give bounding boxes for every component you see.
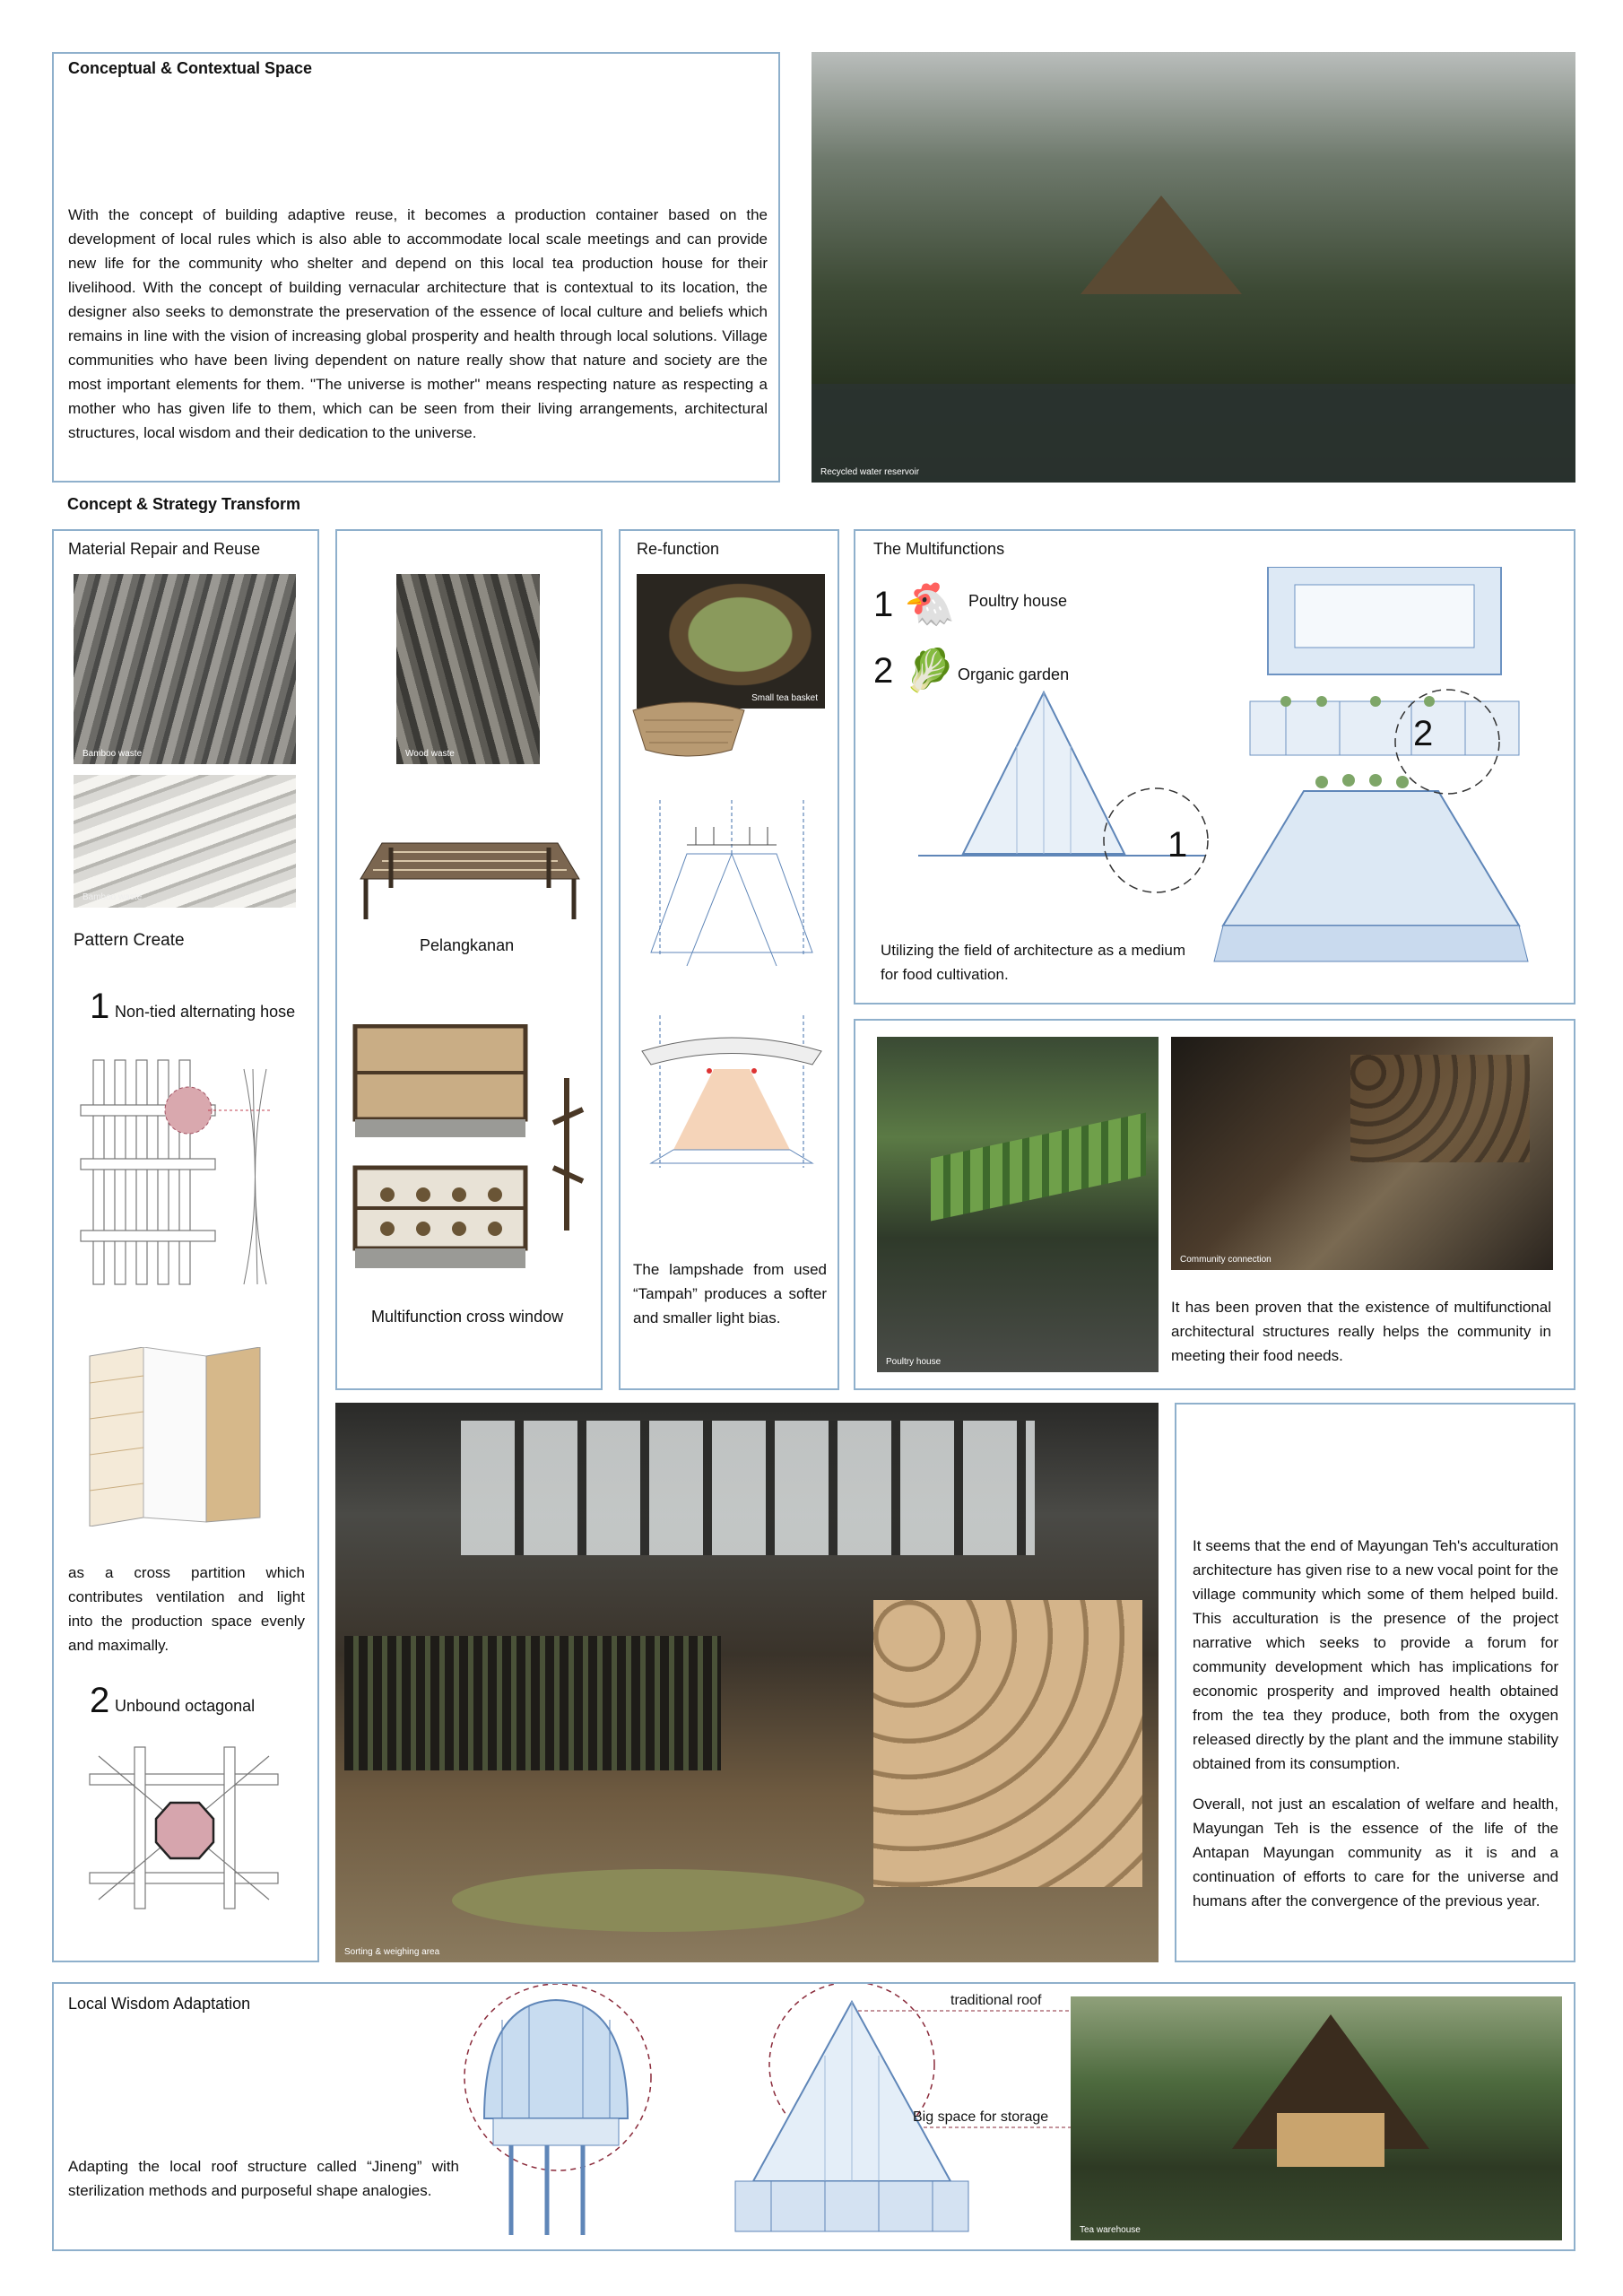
material-panel — [52, 529, 319, 1962]
bamboo-strips-caption: Bamboo waste — [82, 892, 143, 902]
interior-shelves — [344, 1636, 721, 1770]
partition-text: as a cross partition which contributes ventilation and light into the production space evenly and maximally. — [68, 1564, 305, 1654]
community-bottles — [1350, 1055, 1530, 1162]
storage-label: Big space for storage — [913, 2109, 1049, 2125]
bamboo-waste-image — [74, 574, 296, 764]
cross-window-diagram — [352, 1024, 594, 1293]
interior-render-image — [335, 1403, 1159, 1962]
pelangkanan-label: Pelangkanan — [420, 936, 515, 954]
pattern2-number: 2 — [90, 1681, 110, 1720]
refunction-title: Re-function — [637, 540, 720, 558]
tea-warehouse-image — [1071, 1996, 1562, 2240]
conceptual-title: Conceptual & Contextual Space — [68, 59, 313, 77]
jineng-sketch — [448, 1984, 664, 2244]
strategy-title: Concept & Strategy Transform — [67, 495, 301, 513]
lampshade-diagram-1 — [633, 800, 830, 979]
bamboo-strips-image — [74, 775, 296, 908]
basket-caption: Small tea basket — [751, 693, 818, 703]
wood-waste-image — [396, 574, 540, 764]
sketch-marker-1: 1 — [1167, 825, 1188, 865]
lampshade-diagram-2 — [633, 1015, 830, 1177]
refunction-panel — [619, 529, 839, 1390]
closing-text-2: Overall, not just an escalation of welfare and health, Mayungan Teh is the essence of the life of the Antapan Mayungan community as it is and a continuation of efforts to care for the universe and humans after the convergence of the previous year. — [1193, 1796, 1558, 1909]
lampshade-text: The lampshade from used “Tampah” produces a softer and smaller light bias. — [633, 1261, 827, 1326]
interior-caption: Sorting & weighing area — [344, 1947, 440, 1957]
community-panel — [854, 1019, 1575, 1390]
hero-roof-shape — [1081, 196, 1242, 294]
multifunctions-text: Utilizing the field of architecture as a medium for food cultivation. — [881, 942, 1185, 983]
partition-diagram — [81, 1347, 287, 1526]
traditional-roof-label: traditional roof — [950, 1993, 1042, 2008]
closing-panel — [1175, 1403, 1575, 1962]
hero-caption: Recycled water reservoir — [820, 467, 920, 477]
multifunctions-title: The Multifunctions — [873, 540, 1005, 558]
pattern1-label: Non-tied alternating hose — [115, 1003, 296, 1021]
poultry-plants — [931, 1112, 1146, 1221]
tea-basket-image — [637, 574, 825, 709]
hero-render-image — [812, 52, 1575, 483]
conceptual-text: With the concept of building adaptive reuse, it becomes a production container based on the development of local rules which is also able to accommodate local scale meetings and can provide new life for the community who shelter and depend on this local tea production house for their livelihood. With the concept of building vernacular architecture that is contextual to its location, the designer also seeks to demonstrate the preservation of the essence of local culture and beliefs which remains in line with the vision of increasing global prosperity and health through local solutions. Village communities who have been living dependent on nature really show that nature and society are the most important elements for them. "The universe is mother" means respecting nature as respecting a mother who has given life to them, which can be seen from their living arrangements, architectural structures, local wisdom and their dedication to the universe. — [68, 206, 768, 441]
interior-screen-panels — [873, 1600, 1142, 1887]
community-caption: Community connection — [1180, 1255, 1271, 1265]
item2-number: 2 — [873, 651, 894, 691]
cross-window-label: Multifunction cross window — [371, 1308, 564, 1326]
local-wisdom-text: Adapting the local roof structure called “Jineng” with sterilization methods and purposeful shape analogies. — [68, 2158, 459, 2199]
pattern2-diagram — [81, 1738, 287, 1918]
item1-label: Poultry house — [968, 592, 1068, 610]
multifunction-sketch — [909, 567, 1573, 979]
community-text: It has been proven that the existence of multifunctional architectural structures really helps the community in meeting their food needs. — [1171, 1299, 1551, 1364]
warehouse-caption: Tea warehouse — [1080, 2225, 1141, 2235]
interior-skylight — [461, 1421, 1035, 1555]
hero-water — [812, 384, 1575, 483]
pattern2-label: Unbound octagonal — [115, 1697, 256, 1715]
local-wisdom-title: Local Wisdom Adaptation — [68, 1995, 251, 2013]
pattern1-diagram — [74, 1051, 307, 1293]
item2-label: Organic garden — [958, 665, 1070, 683]
interior-tea-pile — [452, 1869, 864, 1932]
closing-text-1: It seems that the end of Mayungan Teh's acculturation architecture has given rise to a new vocal point for the village community which some of them helped build. This acculturation is the presence of the project narrative which seeks to provide a forum for community development which has implications for economic prosperity and improved health obtained from the tea they produce, both from the oxygen released directly by the plant and the immune stability obtained from its consumption. — [1193, 1537, 1558, 1772]
item1-number: 1 — [873, 585, 894, 624]
poultry-house-image — [877, 1037, 1159, 1372]
community-connection-image — [1171, 1037, 1553, 1270]
local-wisdom-panel — [52, 1982, 1575, 2251]
conceptual-panel — [52, 52, 780, 483]
wood-caption: Wood waste — [405, 749, 455, 759]
sketch-marker-2: 2 — [1413, 714, 1434, 753]
warehouse-opening — [1277, 2113, 1384, 2167]
pattern-title: Pattern Create — [74, 931, 185, 950]
material-title: Material Repair and Reuse — [68, 540, 261, 558]
basket-object — [626, 698, 751, 761]
multifunctions-panel — [854, 529, 1575, 1004]
pelangkanan-diagram — [355, 834, 585, 924]
poultry-caption: Poultry house — [886, 1357, 942, 1367]
lettuce-icon: 🥬 — [904, 647, 956, 693]
pattern1-number: 1 — [90, 987, 110, 1026]
bamboo-caption: Bamboo waste — [82, 749, 143, 759]
chicken-icon: 🐔 — [904, 580, 956, 627]
furniture-panel — [335, 529, 603, 1390]
